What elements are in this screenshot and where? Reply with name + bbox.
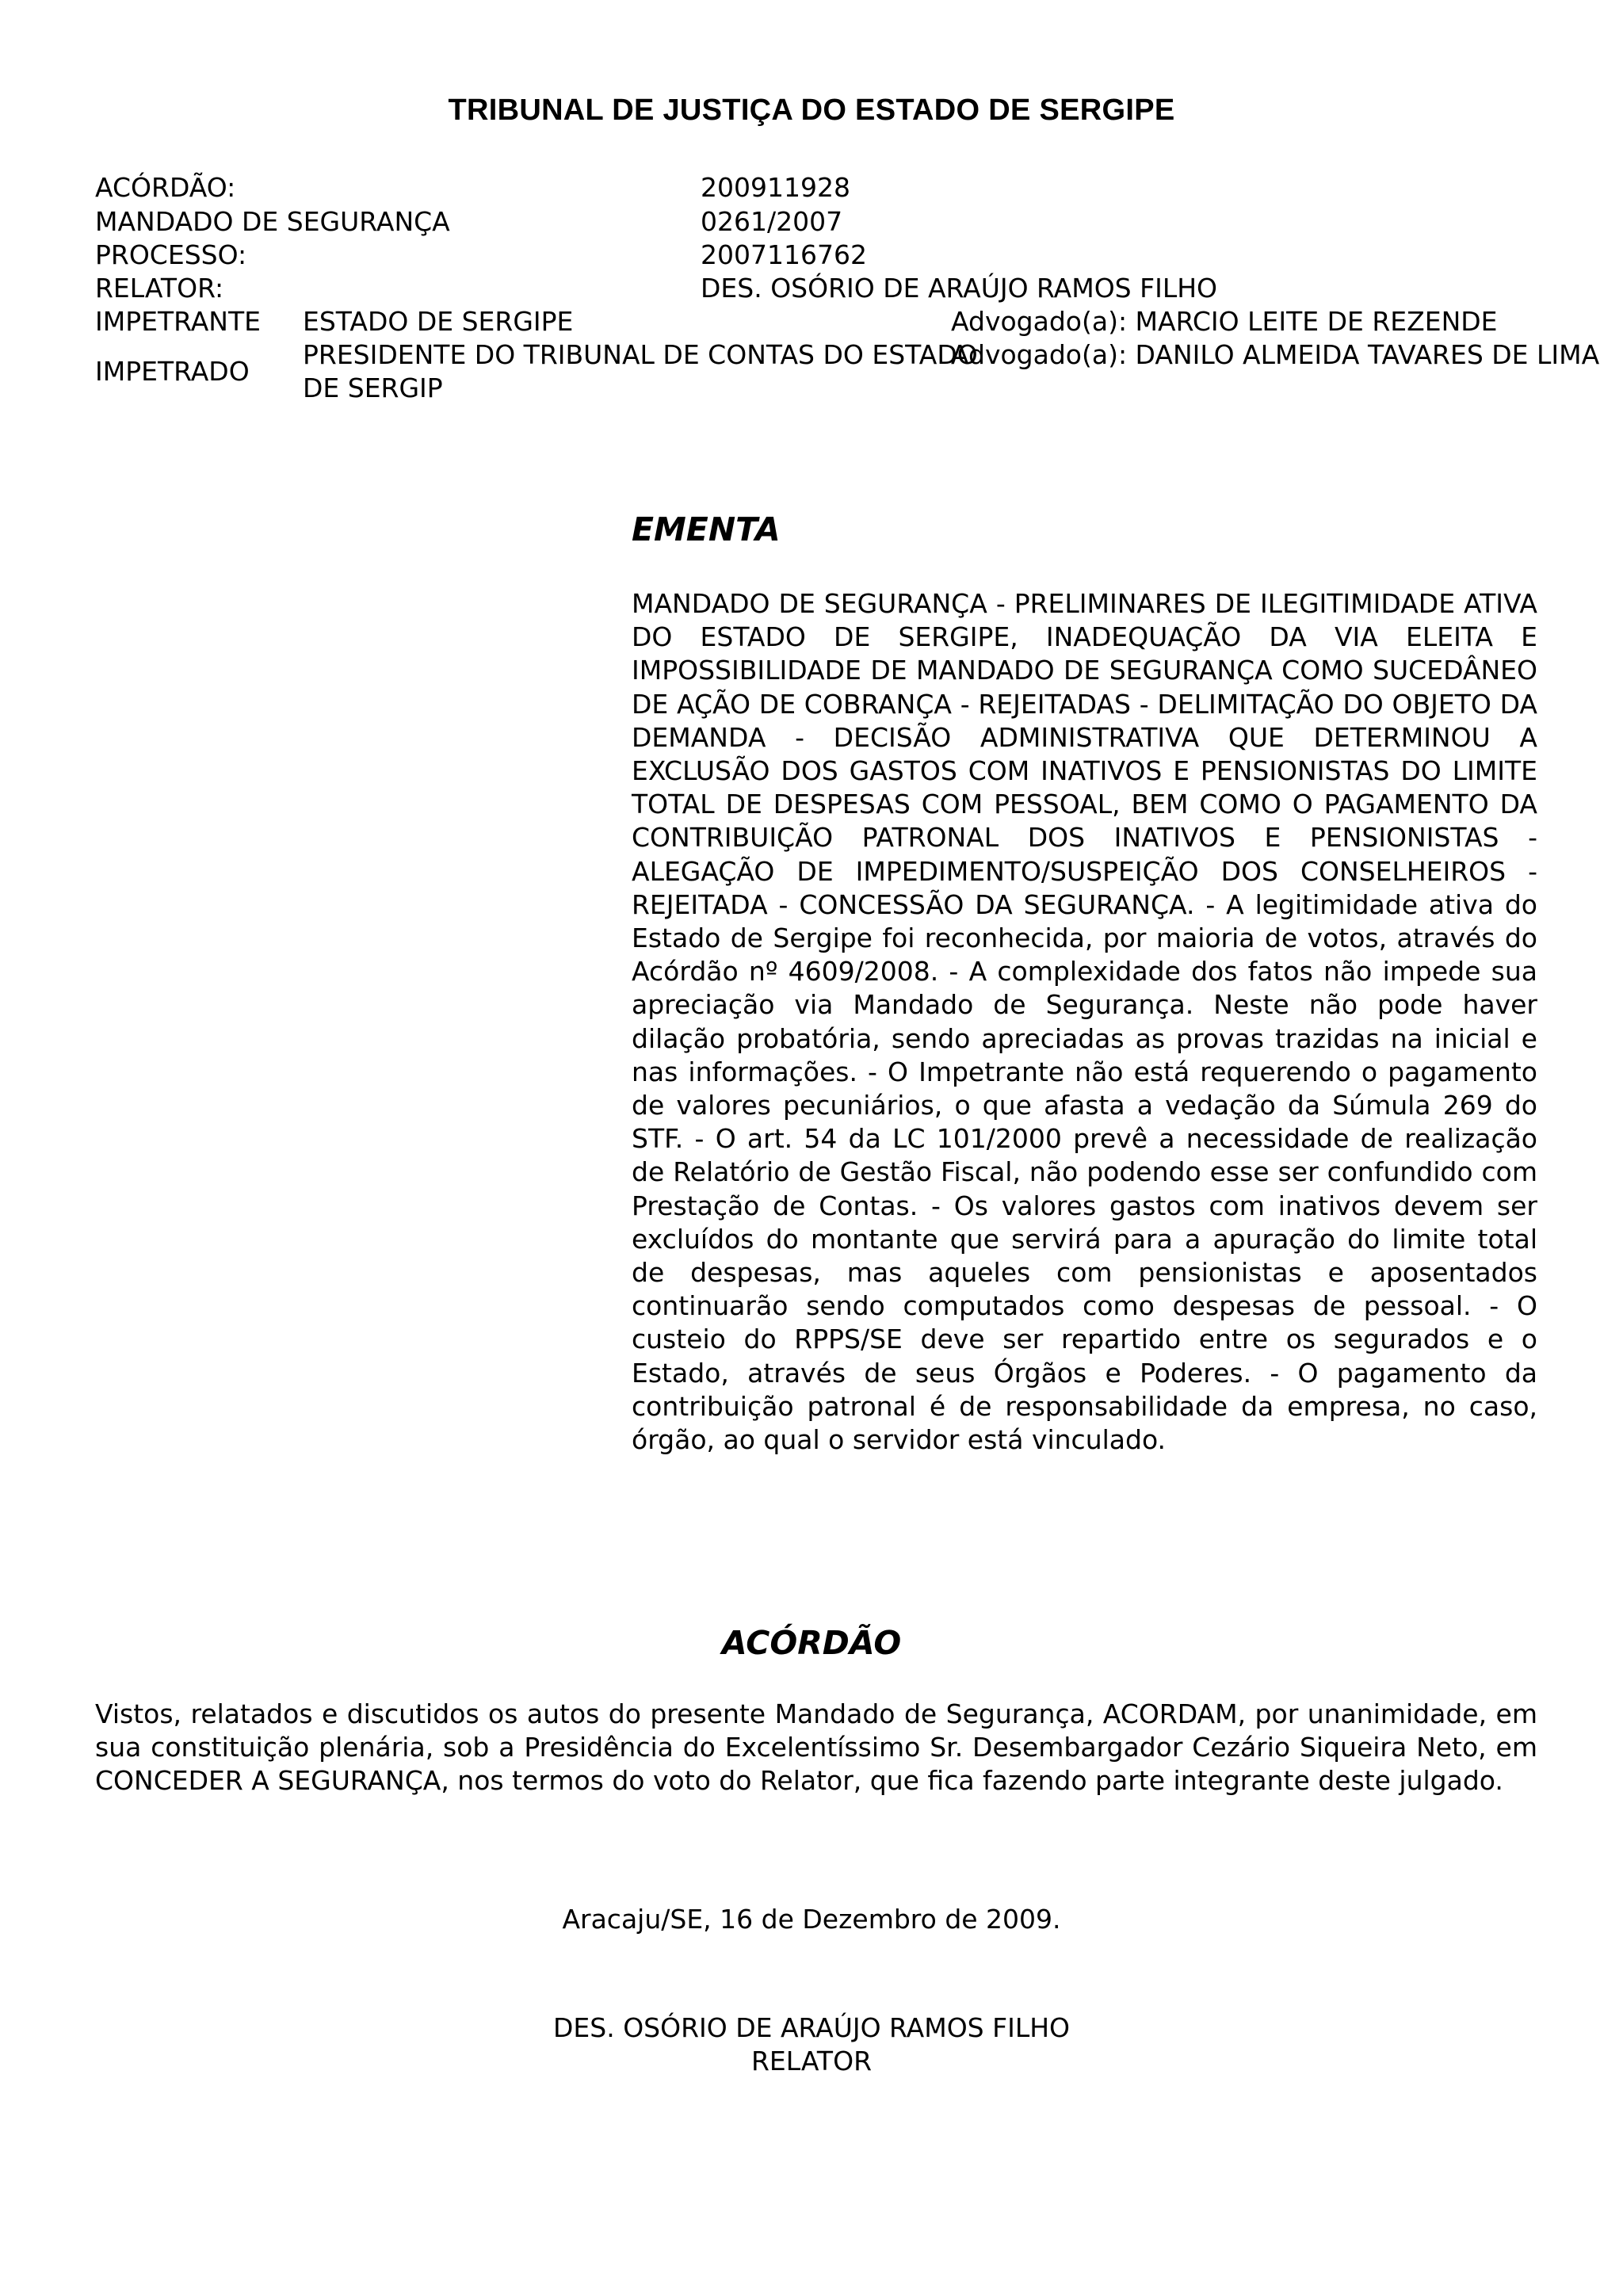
meta-label: ACÓRDÃO: bbox=[95, 172, 236, 203]
signature-block bbox=[0, 2011, 1623, 2078]
party-lawyer: Advogado(a): MARCIO LEITE DE REZENDE bbox=[951, 306, 1498, 337]
meta-label: MANDADO DE SEGURANÇA bbox=[95, 206, 450, 237]
meta-row-acordao bbox=[95, 171, 1537, 204]
party-lawyer: Advogado(a): DANILO ALMEIDA TAVARES DE LIMA bbox=[951, 339, 1600, 370]
meta-value: DES. OSÓRIO DE ARAÚJO RAMOS FILHO bbox=[701, 273, 1217, 304]
ementa-text: MANDADO DE SEGURANÇA - PRELIMINARES DE ILEGITIMIDADE ATIVA DO ESTADO DE SERGIPE, INADEQUAÇÃO DA VIA ELEITA E IMPOSSIBILIDADE DE MANDADO DE SEGURANÇA COMO SUCEDÂNEO DE AÇÃO DE COBRANÇA - REJEITADAS - DELIMITAÇÃO DO OBJETO DA DEMANDA - DECISÃO ADMINISTRATIVA QUE DETERMINOU A EXCLUSÃO DOS GASTOS COM INATIVOS E PENSIONISTAS DO LIMITE TOTAL DE DESPESAS COM PESSOAL, BEM COMO O PAGAMENTO DA CONTRIBUIÇÃO PATRONAL DOS INATIVOS E PENSIONISTAS - ALEGAÇÃO DE IMPEDIMENTO/SUSPEIÇÃO DOS CONSELHEIROS - REJEITADA - CONCESSÃO DA SEGURANÇA. - A legitimidade ativa do Estado de Sergipe foi reconhecida, por maioria de votos, através do Acórdão nº 4609/2008. - A complexidade dos fatos não impede sua apreciação via Mandado de Segurança. Neste não pode haver dilação probatória, sendo apreciadas as provas trazidas na inicial e nas informações. - O Impetrante não está requerendo o pagamento de valores pecuniários, o que afasta a vedação da Súmula 269 do STF. - O art. 54 da LC 101/2000 prevê a necessidade de realização de Relatório de Gestão Fiscal, não podendo esse ser confundido com Prestação de Contas. - Os valores gastos com inativos devem ser excluídos do montante que servirá para a apuração do limite total de despesas, mas aqueles com pensionistas e aposentados continuarão sendo computados como despesas de pessoal. - O custeio do RPPS/SE deve ser repartido entre os segurados e o Estado, através de seus Órgãos e Poderes. - O pagamento da contribuição patronal é de responsabilidade da empresa, no caso, órgão, ao qual o servidor está vinculado. bbox=[632, 588, 1537, 1456]
meta-label: PROCESSO: bbox=[95, 239, 247, 270]
meta-value: 200911928 bbox=[701, 172, 850, 203]
party-name: ESTADO DE SERGIPE bbox=[303, 306, 574, 337]
party-name: PRESIDENTE DO TRIBUNAL DE CONTAS DO ESTADO DE SERGIP bbox=[303, 339, 978, 403]
document-title: TRIBUNAL DE JUSTIÇA DO ESTADO DE SERGIPE bbox=[448, 94, 1175, 127]
acordao-text: Vistos, relatados e discutidos os autos do presente Mandado de Segurança, ACORDAM, por unanimidade, em sua constituição plenária, sob a Presidência do Excelentíssimo Sr. Desembargador Cezário Siqueira Neto, em CONCEDER A SEGURANÇA, nos termos do voto do Relator, que fica fazendo parte integrante deste julgado. bbox=[95, 1698, 1537, 1797]
signature-role: RELATOR bbox=[751, 2046, 872, 2076]
meta-row-mandado bbox=[95, 205, 1537, 239]
signature-name: DES. OSÓRIO DE ARAÚJO RAMOS FILHO bbox=[553, 2012, 1070, 2043]
party-label: IMPETRADO bbox=[95, 356, 250, 387]
party-row-impetrante bbox=[95, 305, 1537, 338]
meta-label: RELATOR: bbox=[95, 273, 224, 304]
meta-row-processo bbox=[95, 239, 1537, 272]
acordao-heading: ACÓRDÃO bbox=[721, 1624, 902, 1662]
party-row-impetrado bbox=[95, 338, 1600, 405]
party-label: IMPETRANTE bbox=[95, 306, 261, 337]
meta-row-relator bbox=[95, 272, 1537, 305]
place-date: Aracaju/SE, 16 de Dezembro de 2009. bbox=[562, 1904, 1061, 1935]
ementa-heading: EMENTA bbox=[632, 510, 781, 548]
meta-value: 2007116762 bbox=[701, 239, 867, 270]
meta-value: 0261/2007 bbox=[701, 206, 843, 237]
